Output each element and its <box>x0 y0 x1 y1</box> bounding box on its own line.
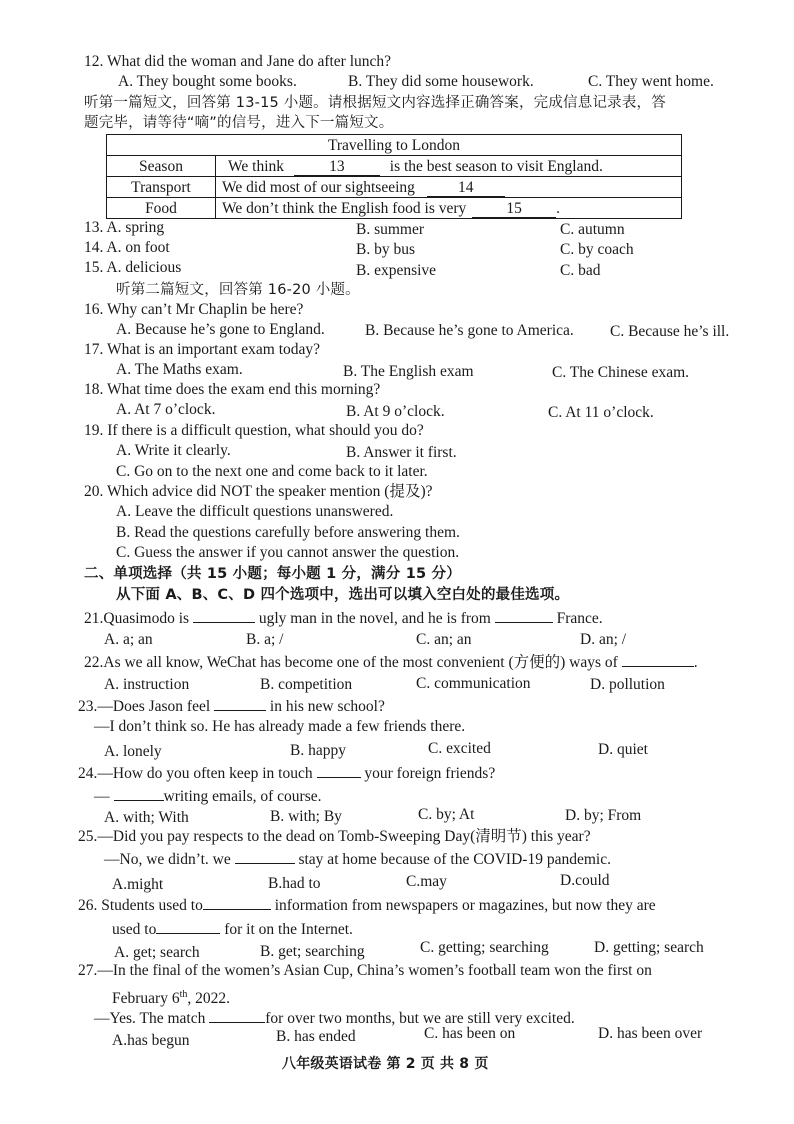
answer-blank <box>114 786 164 801</box>
q27-line2: February 6th, 2022. <box>112 989 230 1008</box>
q26-option-d: D. getting; search <box>594 939 704 956</box>
q27-stem: 27.—In the final of the women’s Asian Cup, China’s women’s football team won the first on <box>78 962 652 979</box>
table-row <box>107 198 682 219</box>
q26-line2: used to for it on the Internet. <box>112 921 353 938</box>
q20-option-a: A. Leave the difficult questions unanswered. <box>116 503 394 520</box>
q22-option-d: D. pollution <box>590 676 665 693</box>
q22-option-c: C. communication <box>416 675 531 692</box>
answer-blank <box>235 849 295 864</box>
row-content: We don’t think the English food is very 15 . <box>216 198 682 219</box>
q18-option-b: B. At 9 o’clock. <box>346 403 445 420</box>
q12-option-a: A. They bought some books. <box>118 73 297 90</box>
answer-blank <box>317 763 361 778</box>
answer-blank <box>495 608 553 623</box>
q17-option-a: A. The Maths exam. <box>116 361 243 378</box>
q17-stem: 17. What is an important exam today? <box>84 341 321 358</box>
q15-option-c: C. bad <box>560 262 601 279</box>
q26-option-c: C. getting; searching <box>420 939 549 956</box>
q20-stem: 20. Which advice did NOT the speaker mention (提及)? <box>84 483 433 500</box>
q21-option-c: C. an; an <box>416 631 472 648</box>
q27-option-a: A.has begun <box>112 1032 190 1049</box>
q22-stem: 22.As we all know, WeChat has become one of the most convenient (方便的) ways of . <box>84 654 698 671</box>
q21-option-d: D. an; / <box>580 631 627 648</box>
blank-15: 15 <box>472 201 556 218</box>
row-key: Food <box>107 198 216 219</box>
answer-blank <box>214 696 266 711</box>
q12-stem: 12. What did the woman and Jane do after lunch? <box>84 53 392 70</box>
q14-option-a: 14. A. on foot <box>84 239 170 256</box>
q12-option-b: B. They did some housework. <box>348 73 534 90</box>
q19-option-a: A. Write it clearly. <box>116 442 231 459</box>
passage2-intro: 听第二篇短文，回答第 16-20 小题。 <box>116 282 360 298</box>
answer-blank <box>203 895 271 910</box>
q22-option-b: B. competition <box>260 676 353 693</box>
q14-option-c: C. by coach <box>560 241 634 258</box>
section2-title: 二、单项选择（共 15 小题；每小题 1 分，满分 15 分） <box>84 566 461 582</box>
q24-stem: 24.—How do you often keep in touch your foreign friends? <box>78 765 496 782</box>
table-title: Travelling to London <box>107 135 682 156</box>
q25-option-a: A.might <box>112 876 164 893</box>
q19-stem: 19. If there is a difficult question, what should you do? <box>84 422 424 439</box>
q19-option-c: C. Go on to the next one and come back to it later. <box>116 463 428 480</box>
q21-option-a: A. a; an <box>104 631 153 648</box>
row-key: Transport <box>107 177 216 198</box>
q25-stem: 25.—Did you pay respects to the dead on Tomb-Sweeping Day(清明节) this year? <box>78 828 591 845</box>
q17-option-c: C. The Chinese exam. <box>552 364 690 381</box>
q27-option-c: C. has been on <box>424 1025 516 1042</box>
q24-option-c: C. by; At <box>418 806 475 823</box>
q27-option-b: B. has ended <box>276 1028 356 1045</box>
q13-option-c: C. autumn <box>560 221 625 238</box>
q23-stem: 23.—Does Jason feel in his new school? <box>78 698 385 715</box>
q15-option-b: B. expensive <box>356 262 437 279</box>
q21-stem: 21.Quasimodo is ugly man in the novel, and he is from France. <box>84 610 603 627</box>
q26-option-b: B. get; searching <box>260 943 365 960</box>
q12-option-c: C. They went home. <box>588 73 714 90</box>
q18-stem: 18. What time does the exam end this morning? <box>84 381 381 398</box>
q24-option-d: D. by; From <box>565 807 642 824</box>
q25-line2: —No, we didn’t. we stay at home because of the COVID-19 pandemic. <box>104 851 611 868</box>
q25-option-d: D.could <box>560 872 610 889</box>
blank-13: 13 <box>294 159 380 176</box>
q23-option-d: D. quiet <box>598 741 648 758</box>
q27-option-d: D. has been over <box>598 1025 703 1042</box>
q27-line3: —Yes. The match for over two months, but we are still very excited. <box>94 1010 575 1027</box>
table-row <box>107 177 682 198</box>
q18-option-c: C. At 11 o’clock. <box>548 404 654 421</box>
passage1-intro-line2: 题完毕，请等待“嘀”的信号，进入下一篇短文。 <box>84 115 394 131</box>
q19-option-b: B. Answer it first. <box>346 444 457 461</box>
q18-option-a: A. At 7 o’clock. <box>116 401 216 418</box>
q23-option-b: B. happy <box>290 742 346 759</box>
q23-option-a: A. lonely <box>104 743 162 760</box>
q21-option-b: B. a; / <box>246 631 284 648</box>
q23-option-c: C. excited <box>428 740 491 757</box>
passage1-intro-line1: 听第一篇短文，回答第 13-15 小题。请根据短文内容选择正确答案，完成信息记录表，答 <box>84 95 666 111</box>
answer-blank <box>209 1008 265 1023</box>
table-row <box>107 156 682 177</box>
q17-option-b: B. The English exam <box>343 363 474 380</box>
answer-blank <box>156 919 220 934</box>
page-footer: 八年级英语试卷 第 2 页 共 8 页 <box>282 1056 489 1072</box>
q22-option-a: A. instruction <box>104 676 190 693</box>
row-content: We think 13 is the best season to visit England. <box>216 156 682 177</box>
q23-line2: —I don’t think so. He has already made a few friends there. <box>94 718 466 735</box>
q26-stem: 26. Students used to information from newspapers or magazines, but now they are <box>78 897 656 914</box>
q24-option-a: A. with; With <box>104 809 189 826</box>
q25-option-c: C.may <box>406 873 447 890</box>
q20-option-c: C. Guess the answer if you cannot answer the question. <box>116 544 460 561</box>
q25-option-b: B.had to <box>268 875 321 892</box>
row-key: Season <box>107 156 216 177</box>
q20-option-b: B. Read the questions carefully before answering them. <box>116 524 460 541</box>
answer-blank <box>622 652 694 667</box>
q15-option-a: 15. A. delicious <box>84 259 182 276</box>
q14-option-b: B. by bus <box>356 241 415 258</box>
blank-14: 14 <box>427 180 505 197</box>
section2-instructions: 从下面 A、B、C、D 四个选项中，选出可以填入空白处的最佳选项。 <box>116 587 570 603</box>
q16-option-b: B. Because he’s gone to America. <box>365 322 574 339</box>
q13-option-a: 13. A. spring <box>84 219 165 236</box>
q16-option-a: A. Because he’s gone to England. <box>116 321 325 338</box>
q13-option-b: B. summer <box>356 221 425 238</box>
q26-option-a: A. get; search <box>114 944 200 961</box>
info-record-table <box>106 134 682 219</box>
q16-stem: 16. Why can’t Mr Chaplin be here? <box>84 301 304 318</box>
row-content: We did most of our sightseeing 14 <box>216 177 682 198</box>
q24-line2: — writing emails, of course. <box>94 788 322 805</box>
q16-option-c: C. Because he’s ill. <box>610 323 730 340</box>
q24-option-b: B. with; By <box>270 808 342 825</box>
answer-blank <box>193 608 255 623</box>
